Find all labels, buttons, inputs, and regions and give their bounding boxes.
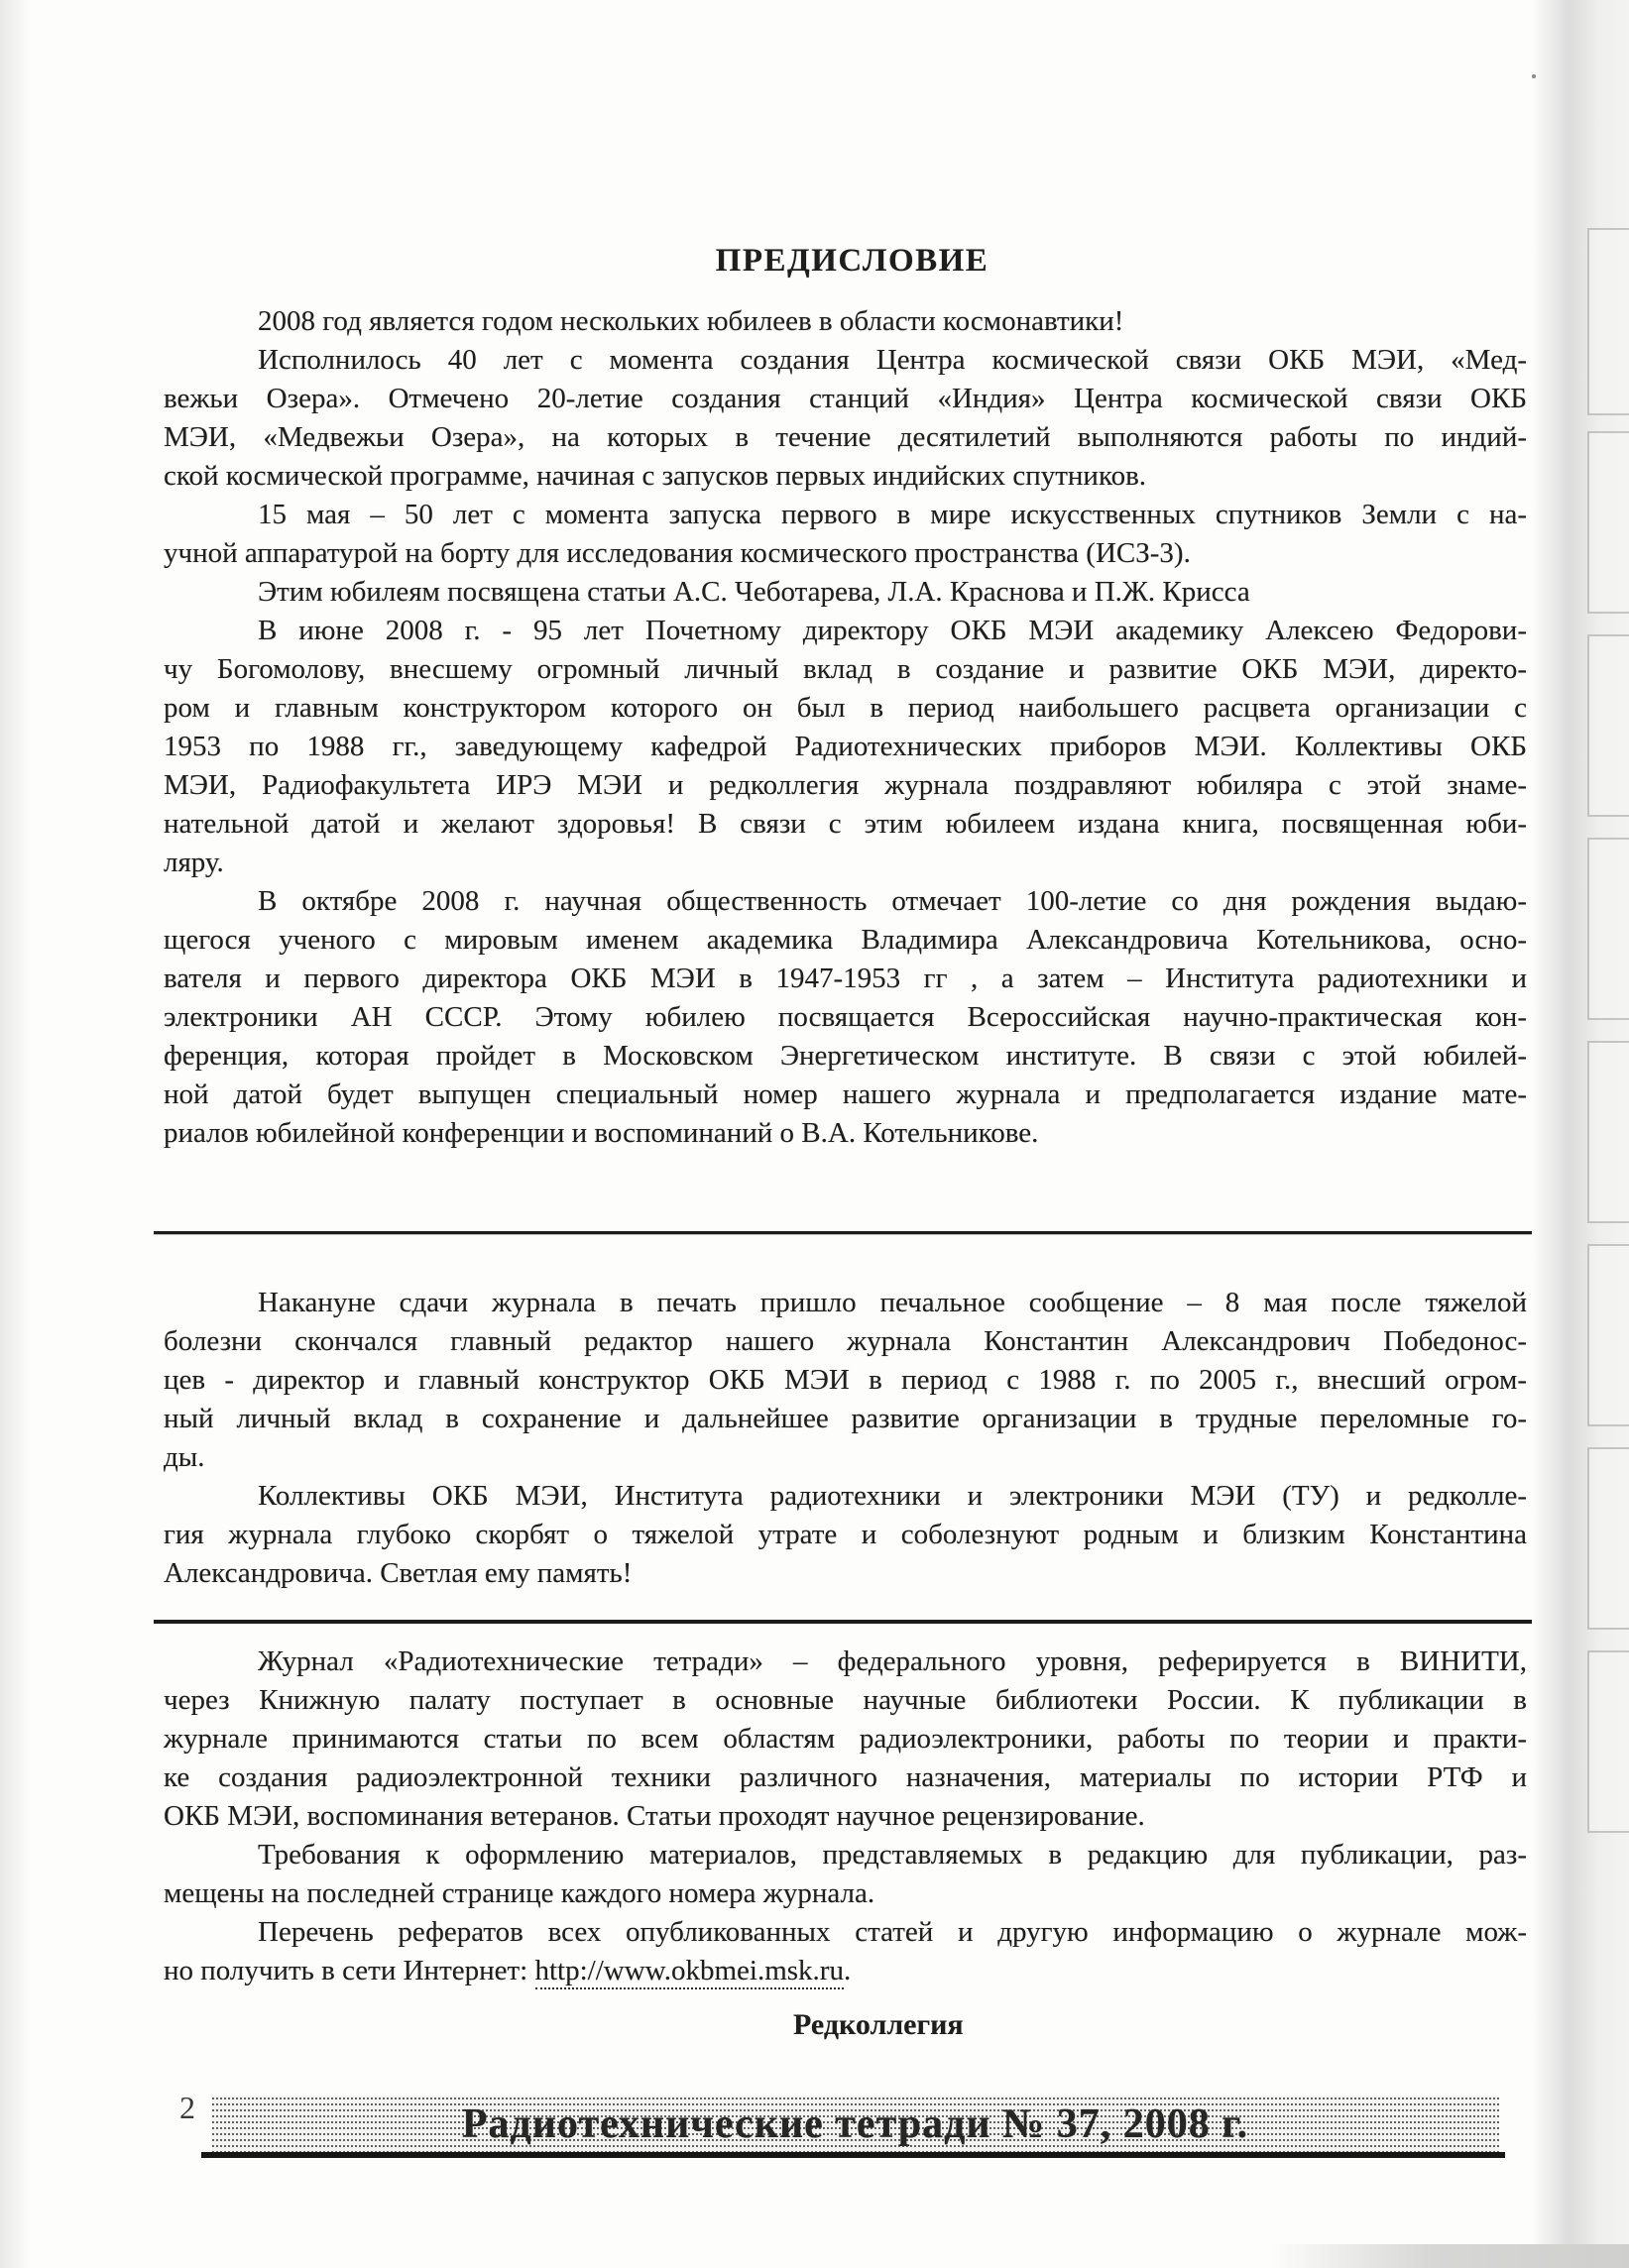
text-line: цев - директор и главный конструктор ОКБ МЭИ в период с 1988 г. по 2005 г., внесший огром-	[164, 1364, 1527, 1396]
paragraph	[164, 496, 1527, 573]
paragraph	[164, 573, 1527, 612]
text-line: вателя и первого директора ОКБ МЭИ в 1947-1953 гг , а затем – Института радиотехники и	[164, 963, 1527, 994]
paragraph	[164, 1284, 1527, 1477]
text-line: ной датой будет выпущен специальный номер нашего журнала и предполагается издание мате-	[164, 1078, 1527, 1110]
text-line: Перечень рефератов всех опубликованных статей и другую информацию о журнале мож-	[258, 1916, 1527, 1948]
text-line: мещены на последней странице каждого номера журнала.	[164, 1877, 875, 1909]
paragraph	[164, 1477, 1527, 1593]
text-line: Журнал «Радиотехнические тетради» – федерального уровня, реферируется в ВИНИТИ,	[258, 1645, 1527, 1677]
signature-editorial-board: Редколлегия	[793, 2008, 964, 2041]
document-body	[164, 302, 1527, 1990]
horizontal-rule	[154, 1620, 1532, 1624]
text-line: ской космической программе, начиная с запусков первых индийских спутников.	[164, 460, 1147, 492]
text-line: ке создания радиоэлектронной техники различного назначения, материалы по истории РТФ и	[164, 1761, 1527, 1793]
paragraph	[164, 1643, 1527, 1836]
scan-corner-shadow	[1269, 2244, 1629, 2268]
text-line: ды.	[164, 1441, 205, 1473]
text-line: учной аппаратурой на борту для исследования космического пространства (ИСЗ-3).	[164, 537, 1191, 569]
paragraph	[164, 341, 1527, 496]
text-line: Этим юбилеям посвящена статьи А.С. Чеботарева, Л.А. Краснова и П.Ж. Крисса	[258, 576, 1250, 608]
text-line: журнале принимаются статьи по всем областям радиоэлектроники, работы по теории и практи-	[164, 1723, 1527, 1755]
bleed-through-box	[1587, 838, 1629, 1020]
text-line: электроники АН СССР. Этому юбилею посвящается Всероссийская научно-практическая кон-	[164, 1001, 1527, 1033]
text-line: Александровича. Светлая ему память!	[164, 1557, 633, 1589]
journal-title-banner: Радиотехнические тетради № 37, 2008 г.	[461, 2100, 1249, 2147]
text-line: риалов юбилейной конференции и воспоминаний о В.А. Котельникове.	[164, 1117, 1039, 1149]
paragraph	[164, 882, 1527, 1153]
bleed-through-box	[1587, 1244, 1629, 1426]
page-content	[164, 241, 1527, 1990]
text-line: ный личный вклад в сохранение и дальнейшее развитие организации в трудные переломные го-	[164, 1403, 1527, 1434]
bleed-through-box	[1587, 1041, 1629, 1223]
text-line: Коллективы ОКБ МЭИ, Института радиотехники и электроники МЭИ (ТУ) и редколле-	[258, 1480, 1527, 1512]
text-line: 15 мая – 50 лет с момента запуска первого в мире искусственных спутников Земли с на-	[258, 499, 1527, 530]
text-line: вежьи Озера». Отмечено 20-летие создания станций «Индия» Центра космической связи ОКБ	[164, 383, 1527, 414]
text-line: 2008 год является годом нескольких юбилеев в области космонавтики!	[258, 305, 1124, 337]
text-line: 1953 по 1988 гг., заведующему кафедрой Радиотехнических приборов МЭИ. Коллективы ОКБ	[164, 731, 1527, 762]
text-line: МЭИ, Радиофакультета ИРЭ МЭИ и редколлегия журнала поздравляют юбиляра с этой знаме-	[164, 769, 1527, 801]
text-line: через Книжную палату поступает в основные научные библиотеки России. К публикации в	[164, 1684, 1527, 1716]
text-line: нательной датой и желают здоровья! В связи с этим юбилеем издана книга, посвященная юби-	[164, 808, 1527, 840]
text-line: гия журнала глубоко скорбят о тяжелой утрате и соболезнуют родным и близким Константина	[164, 1519, 1527, 1550]
text-line: ОКБ МЭИ, воспоминания ветеранов. Статьи проходят научное рецензирование.	[164, 1800, 1145, 1832]
paragraph	[164, 302, 1527, 341]
text-line: В октябре 2008 г. научная общественность отмечает 100-летие со дня рождения выдаю-	[258, 885, 1527, 917]
text-line: МЭИ, «Медвежьи Озера», на которых в течение десятилетий выполняются работы по индий-	[164, 421, 1527, 453]
text-line: Исполнилось 40 лет с момента создания Центра космической связи ОКБ МЭИ, «Мед-	[258, 344, 1527, 376]
page-number: 2	[179, 2090, 195, 2125]
text-fragment: .	[843, 1955, 852, 1986]
paragraph	[164, 612, 1527, 882]
text-line: ляру.	[164, 847, 224, 878]
page-title: ПРЕДИСЛОВИЕ	[715, 243, 989, 279]
bleed-through-box	[1587, 634, 1629, 817]
bleed-through-box	[1587, 431, 1629, 614]
text-line: Накануне сдачи журнала в печать пришло печальное сообщение – 8 мая после тяжелой	[258, 1287, 1527, 1318]
text-line: щегося ученого с мировым именем академика Владимира Александровича Котельникова, осно-	[164, 924, 1527, 956]
footer-banner	[211, 2096, 1499, 2152]
paragraph	[164, 1913, 1527, 1990]
text-fragment: но получить в сети Интернет:	[164, 1955, 535, 1986]
horizontal-rule	[154, 1231, 1532, 1234]
bleed-through-box	[1587, 1447, 1629, 1630]
bleed-through-box	[1587, 228, 1629, 415]
paragraph	[164, 1836, 1527, 1913]
scan-speck	[1532, 74, 1536, 78]
bleed-through-box	[1587, 1650, 1629, 1833]
text-line: чу Богомолову, внесшему огромный личный вклад в создание и развитие ОКБ МЭИ, директо-	[164, 653, 1527, 685]
text-line	[164, 1952, 1527, 1990]
text-line: ференция, которая пройдет в Московском Энергетическом институте. В связи с этой юбилей-	[164, 1040, 1527, 1072]
text-line: В июне 2008 г. - 95 лет Почетному директору ОКБ МЭИ академику Алексею Федорови-	[258, 615, 1527, 646]
journal-url-text: http://www.okbmei.msk.ru	[535, 1955, 844, 1989]
text-line: Требования к оформлению материалов, представляемых в редакцию для публикации, раз-	[258, 1839, 1527, 1871]
text-line: ром и главным конструктором которого он был в период наибольшего расцвета организации с	[164, 692, 1527, 724]
text-line: болезни скончался главный редактор нашего журнала Константин Александрович Победонос-	[164, 1325, 1527, 1357]
scan-left-edge	[0, 0, 30, 2268]
footer-rule	[201, 2152, 1505, 2158]
